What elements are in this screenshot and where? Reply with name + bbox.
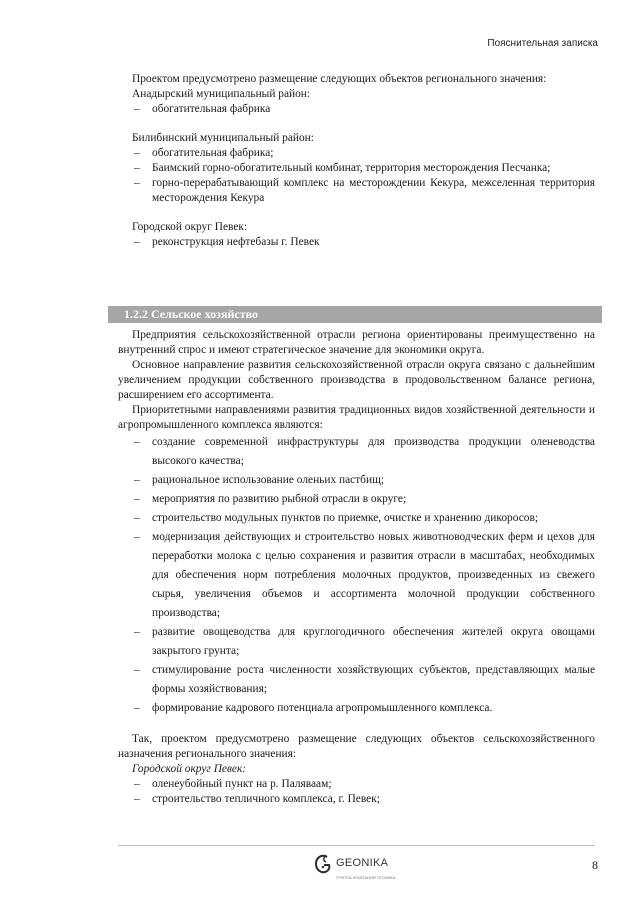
section-heading-bar [108, 306, 602, 323]
list-item: – формирование кадрового потенциала агропромышленного комплекса. [118, 699, 595, 718]
list-item: – обогатительная фабрика [118, 102, 595, 117]
section-paragraph: Приоритетными направлениями развития традиционных видов хозяйственной деятельности и агропромышленного комплекса являются: [118, 404, 595, 431]
list-item: – стимулирование роста численности хозяйствующих субъектов, представляющих малые формы хозяйствования; [118, 661, 595, 699]
logo-text: GEONIKA [336, 857, 389, 869]
anadyr-list [118, 102, 595, 117]
footer-divider [118, 845, 595, 846]
list-item: – строительство модульных пунктов по приемке, очистке и хранению дикоросов; [118, 509, 595, 528]
list-item: – обогатительная фабрика; [118, 146, 595, 161]
list-item: – мероприятия по развитию рыбной отрасли в округе; [118, 490, 595, 509]
group-title-bilibino: Билибинский муниципальный район: [132, 132, 314, 144]
list-item: – модернизация действующих и строительство новых животноводческих ферм и цехов для переработки молока с целью сохранения и развития отрасли в масштабах, необходимых для обеспечения норм потребления молочных продуктов, произведенных из свежего сырья, увеличения объемов и ассортимента молочной продукции собственного производства; [118, 528, 595, 623]
section-body [118, 328, 595, 807]
list-item: – развитие овощеводства для круглогодичного обеспечения жителей округа овощами закрытого грунта; [118, 623, 595, 661]
intro-block [118, 72, 595, 250]
district-title: Городской округ Певек: [132, 763, 247, 775]
pevek-list [118, 235, 595, 250]
closing-paragraph: Так, проектом предусмотрено размещение следующих объектов сельскохозяйственного назначения регионального значения: [118, 733, 595, 760]
page-header: Пояснительная записка [487, 38, 598, 49]
page-number: 8 [592, 858, 598, 872]
priorities-list [118, 433, 595, 718]
list-item: – горно-перерабатывающий комплекс на месторождении Кекура, межселенная территория месторождения Кекура [118, 176, 595, 206]
logo-subtitle: ГРУППА КОМПАНИЙ ГЕОНИКА [336, 875, 396, 880]
list-item: – Баимский горно-обогатительный комбинат, территория месторождения Песчанка; [118, 161, 595, 176]
bilibino-list [118, 146, 595, 206]
group-title-pevek: Городской округ Певек: [132, 221, 248, 233]
group-title-anadyr: Анадырский муниципальный район: [132, 88, 311, 100]
list-item: – рациональное использование оленьих пастбищ; [118, 471, 595, 490]
district-list [118, 777, 595, 807]
list-item: – реконструкция нефтебазы г. Певек [118, 235, 595, 250]
list-item: – создание современной инфраструктуры для производства продукции оленеводства высокого качества; [118, 433, 595, 471]
list-item: – строительство тепличного комплекса, г. Певек; [118, 792, 595, 807]
section-paragraph: Основное направление развития сельскохозяйственной отрасли округа связано с дальнейшим увеличением продукции собственного производства в продовольственном балансе региона, расширением его ассортимента. [118, 359, 595, 401]
section-title: 1.2.2 Сельское хозяйство [124, 307, 259, 321]
geonika-logo-icon [314, 853, 332, 875]
intro-paragraph: Проектом предусмотрено размещение следующих объектов регионального значения: [132, 73, 547, 85]
section-paragraph: Предприятия сельскохозяйственной отрасли региона ориентированы преимущественно на внутренний спрос и имеют стратегическое значение для экономики округа. [118, 329, 595, 356]
list-item: – оленеубойный пункт на р. Паляваам; [118, 777, 595, 792]
